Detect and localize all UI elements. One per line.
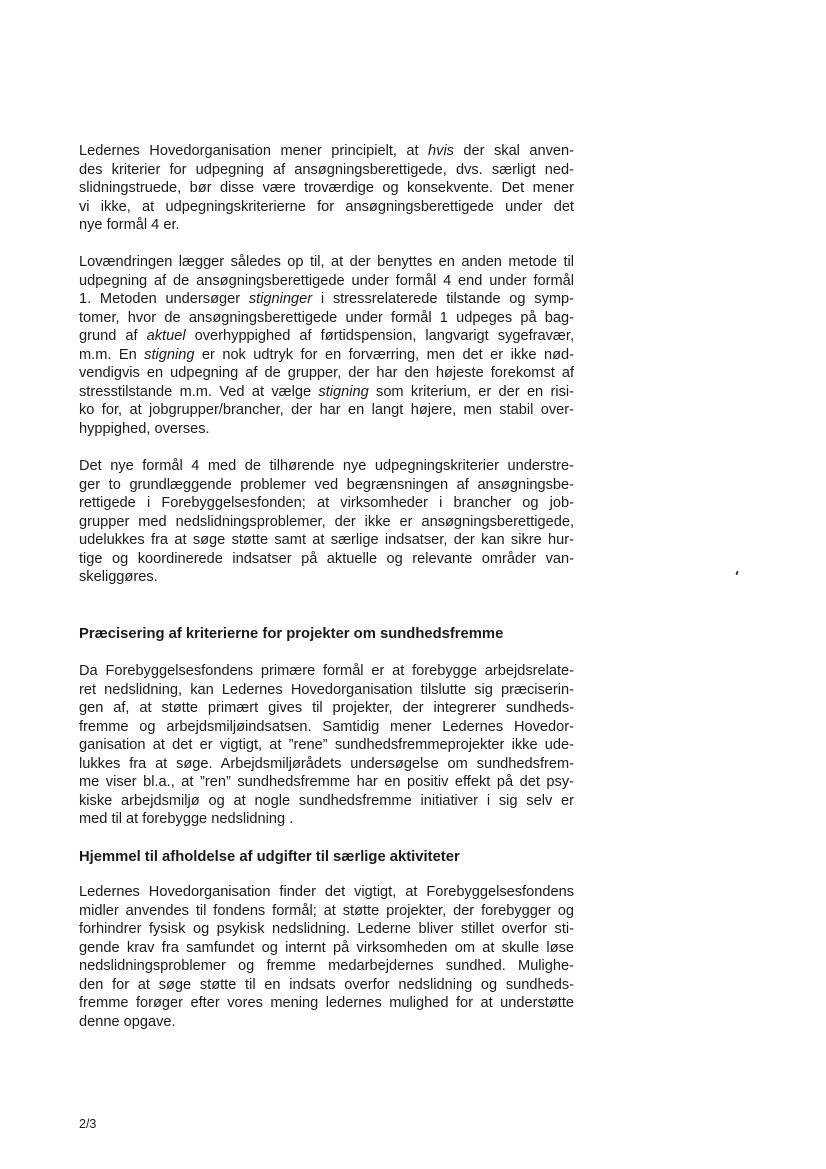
section-heading-health-promotion: Præcisering af kriterierne for projekter om sundhedsfremme (79, 626, 504, 642)
text-line: den for at søge støtte til en indsats overfor nedslidning og sundheds- (79, 976, 574, 993)
page-number: 2/3 (79, 1117, 97, 1131)
text-line: des kriterier for udpegning af ansøgningsberettigede, dvs. særligt ned- (79, 161, 574, 178)
text-line: udelukkes fra at søge støtte samt at særlige indsatser, der kan sikre hur- (79, 532, 574, 548)
text-line: stresstilstande m.m. Ved at vælge stigning som kriterium, er der en risi- (79, 383, 574, 400)
text-line: skeliggøres. (79, 569, 158, 585)
text-line: denne opgave. (79, 1013, 176, 1030)
text-line: forhindrer fysisk og psykisk nedslidning. Lederne bliver stillet overfor sti- (79, 921, 574, 937)
text-line: vi ikke, at udpegningskriterierne for ansøgningsberettigede under det (79, 198, 574, 215)
text-line: gen af, at støtte primært gives til projekter, der integrerer sundheds- (79, 700, 574, 716)
text-line: grund af aktuel overhyppighed af førtidspension, langvarigt sygefravær, (79, 328, 575, 344)
text-line: Ledernes Hovedorganisation mener principielt, at hvis der skal anven- (79, 143, 574, 159)
text-line: rettigede i Forebyggelsesfonden; at virksomheder i brancher og job- (79, 495, 574, 511)
text-line: grupper med nedslidningsproblemer, der ikke er ansøgningsberettigede, (79, 513, 574, 530)
scan-speck (735, 571, 738, 575)
paragraph-law-change (79, 253, 574, 438)
text-line: me viser bl.a., at ”ren” sundhedsfremme har en positiv effekt på det psy- (79, 774, 574, 790)
text-line: tomer, hvor de ansøgningsberettigede under formål 1 udpeges på bag- (79, 309, 574, 326)
section-heading-special-activities: Hjemmel til afholdelse af udgifter til særlige aktiviteter (79, 849, 460, 865)
text-line: med til at forebygge nedslidning . (79, 811, 294, 827)
text-line: fremme og arbejdsmiljøindsatsen. Samtidig mener Ledernes Hovedor- (79, 718, 574, 735)
text-line: 1. Metoden undersøger stigninger i stressrelaterede tilstande og symp- (79, 291, 575, 307)
text-line: ko for, at jobgrupper/brancher, der har en langt højere, men stabil over- (79, 402, 574, 418)
text-line: kiske arbejdsmiljø og at nogle sundhedsfremme initiativer i sig selv er (79, 792, 574, 809)
text-line: Det nye formål 4 med de tilhørende nye udpegningskriterier understre- (79, 458, 574, 474)
paragraph-health-promotion (79, 662, 574, 829)
text-line: nye formål 4 er. (79, 217, 180, 233)
text-line: Lovændringen lægger således op til, at der benyttes en anden metode til (79, 254, 574, 270)
text-line: udpegning af de ansøgningsberettigede under formål 4 end under formål (79, 272, 574, 289)
text-line: tige og koordinerede indsatser på aktuelle og relevante områder van- (79, 550, 574, 567)
text-line: fremme forøger efter vores mening ledernes mulighed for at understøtte (79, 995, 574, 1011)
paragraph-principle (79, 142, 574, 235)
paragraph-new-purpose (79, 457, 574, 587)
text-line: slidningstruede, bør disse være troværdige og konsekvente. Det mener (79, 180, 574, 196)
text-line: ger to grundlæggende problemer ved begrænsningen af ansøgningsbe- (79, 476, 574, 493)
text-line: vendigvis en udpegning af de grupper, der har den højeste forekomst af (79, 365, 574, 381)
paragraph-special-activities (79, 883, 574, 1031)
text-line: ret nedslidning, kan Ledernes Hovedorganisation tilslutte sig præciserin- (79, 681, 574, 698)
text-line: gende krav fra samfundet og internt på virksomheden om at skulle løse (79, 939, 574, 956)
text-line: hyppighed, overses. (79, 420, 210, 437)
text-line: m.m. En stigning er nok udtryk for en forværring, men det er ikke nød- (79, 346, 574, 363)
text-line: Ledernes Hovedorganisation finder det vigtigt, at Forebyggelsesfondens (79, 884, 574, 900)
text-line: lukkes fra at søge. Arbejdsmiljørådets undersøgelse om sundhedsfrem- (79, 755, 574, 772)
text-line: nedslidningsproblemer og fremme medarbejdernes sundhed. Mulighe- (79, 958, 574, 974)
text-line: midler anvendes til fondens formål; at støtte projekter, der forebygger og (79, 902, 574, 919)
text-line: Da Forebyggelsesfondens primære formål er at forebygge arbejdsrelate- (79, 663, 574, 679)
text-line: ganisation at det er vigtigt, at ”rene” sundhedsfremmeprojekter ikke ude- (79, 737, 574, 753)
